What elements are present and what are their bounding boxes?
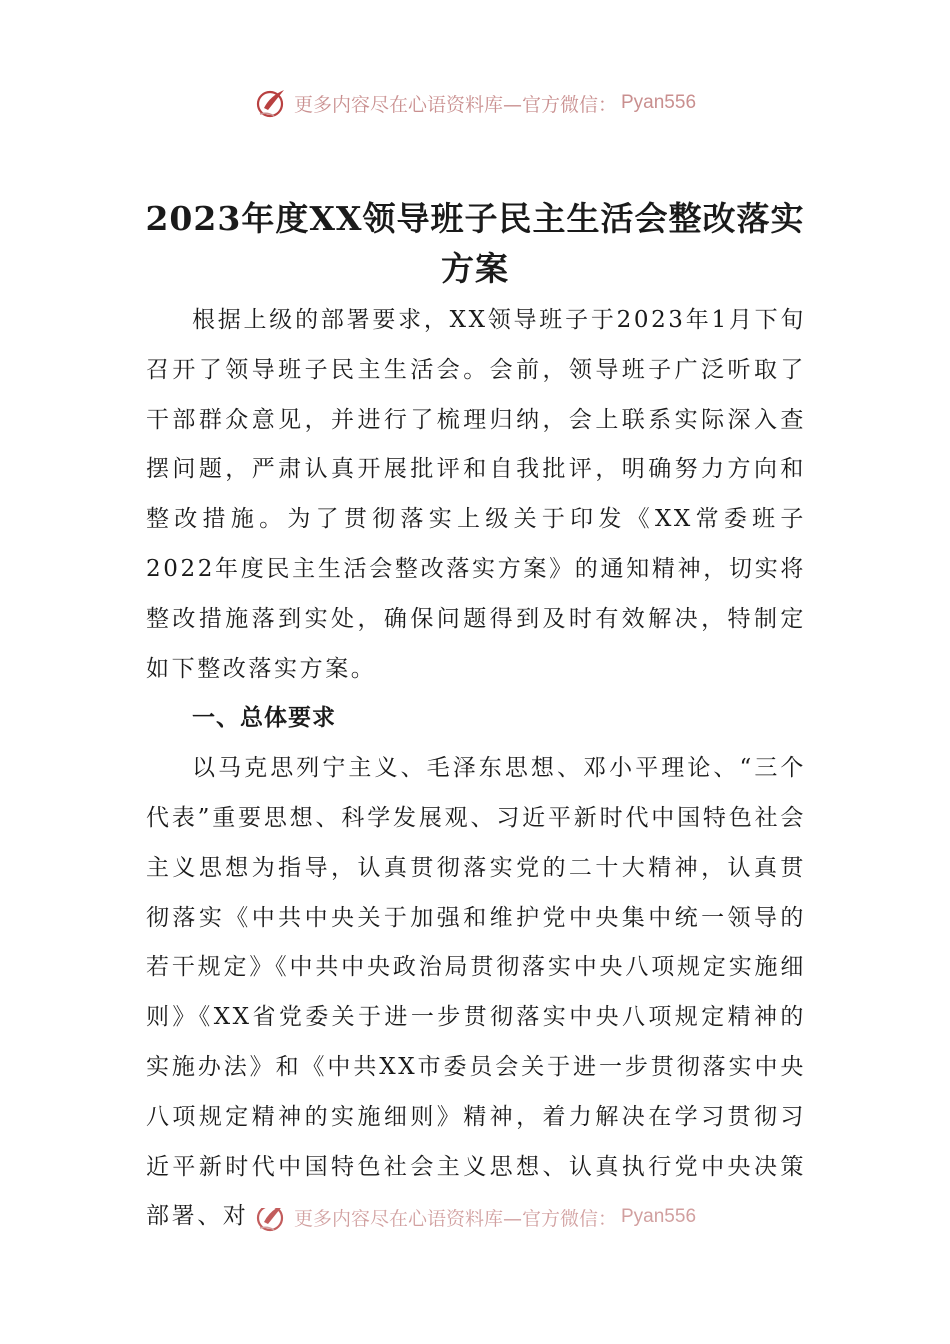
document-body [146,296,806,1242]
watermark-wechat-id: Pyan556 [621,92,697,113]
header-watermark [0,84,950,122]
pen-logo-icon [254,86,290,120]
watermark-text: 更多内容尽在心语资料库—官方微信： [293,93,617,116]
section-heading: 一、总体要求 [192,705,336,732]
pen-logo-icon [254,1208,290,1234]
watermark-text: 更多内容尽在心语资料库—官方微信： [293,1208,617,1230]
intro-paragraph: 根据上级的部署要求，XX领导班子于2023年1月下旬召开了领导班子民主生活会。会前，领导班子广泛听取了干部群众意见，并进行了梳理归纳，会上联系实际深入查摆问题，严肃认真开展批评和自我批评，明确努力方向和整改措施。为了贯彻落实上级关于印发《XX常委班子2022年度民主生活会整改落实方案》的通知精神，切实将整改措施落到实处，确保问题得到及时有效解决，特制定如下整改落实方案。 [146,307,806,682]
watermark-wechat-id: Pyan556 [621,1208,697,1227]
document-title: 2023年度XX领导班子民主生活会整改落实方案 [145,199,805,288]
section-paragraph: 以马克思列宁主义、毛泽东思想、邓小平理论、“三个代表”重要思想、科学发展观、习近平新时代中国特色社会主义思想为指导，认真贯彻落实党的二十大精神，认真贯彻落实《中共中央关于加强和维护党中央集中统一领导的若干规定》《中共中央政治局贯彻落实中央八项规定实施细则》《XX省党委关于进一步贯彻落实中央八项规定精神的实施办法》和《中共XX市委员会关于进一步贯彻落实中央八项规定精神的实施细则》精神，着力解决在学习贯彻习近平新时代中国特色社会主义思想、认真执行党中央决策部署、对 [146,755,806,1230]
footer-watermark [0,1208,950,1238]
